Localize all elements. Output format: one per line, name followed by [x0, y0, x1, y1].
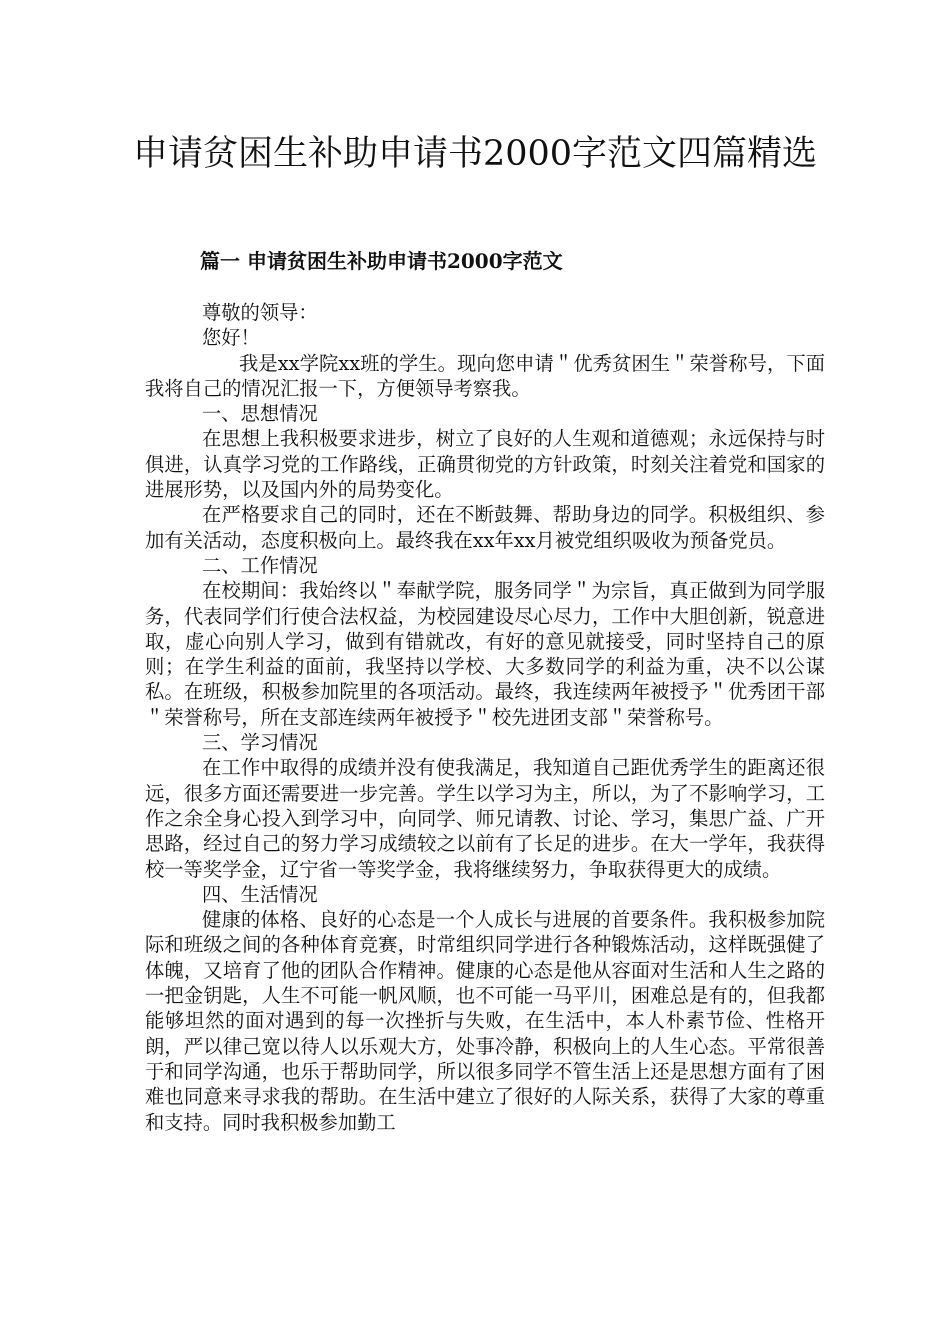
document-title: 申请贫困生补助申请书2000字范文四篇精选	[132, 134, 818, 174]
greeting: 您好！	[202, 326, 260, 350]
subsection-heading: 一、思想情况	[202, 402, 318, 426]
body-paragraph: 在校期间：我始终以＂奉献学院，服务同学＂为宗旨，真正做到为同学服务，代表同学们行使合法权益，为校园建设尽心尽力，工作中大胆创新，锐意进取，虚心向别人学习，做到有错就改，有好的意见就接受，同时坚持自己的原则；在学生利益的面前，我坚持以学校、大多数同学的利益为重，决不以公谋私。在班级，积极参加院里的各项活动。最终，我连续两年被授予＂优秀团干部＂荣誉称号，所在支部连续两年被授予＂校先进团支部＂荣誉称号。	[145, 579, 825, 729]
section-heading: 篇一 申请贫困生补助申请书2000字范文	[200, 249, 563, 273]
body-paragraph: 在严格要求自己的同时，还在不断鼓舞、帮助身边的同学。积极组织、参加有关活动，态度积极向上。最终我在xx年xx月被党组织吸收为预备党员。	[145, 503, 825, 552]
document-body	[145, 300, 825, 1135]
body-paragraph: 我是xx学院xx班的学生。现向您申请＂优秀贫困生＂荣誉称号，下面我将自己的情况汇报一下，方便领导考察我。	[145, 351, 825, 400]
subsection-heading: 四、生活情况	[202, 882, 318, 906]
body-paragraph: 在工作中取得的成绩并没有使我满足，我知道自己距优秀学生的距离还很远，很多方面还需要进一步完善。学生以学习为主，所以，为了不影响学习，工作之余全身心投入到学习中，向同学、师兄请教、讨论、学习，集思广益、广开思路，经过自己的努力学习成绩较之以前有了长足的进步。在大一学年，我获得校一等奖学金，辽宁省一等奖学金，我将继续努力，争取获得更大的成绩。	[145, 756, 825, 881]
body-paragraph: 健康的体格、良好的心态是一个人成长与进展的首要条件。我积极参加院际和班级之间的各种体育竞赛，时常组织同学进行各种锻炼活动，这样既强健了体魄，又培育了他的团队合作精神。健康的心态是他从容面对生活和人生之路的一把金钥匙，人生不可能一帆风顺，也不可能一马平川，困难总是有的，但我都能够坦然的面对遇到的每一次挫折与失败，在生活中，本人朴素节俭、性格开朗，严以律己宽以待人以乐观大方，处事冷静，积极向上的人生心态。平常很善于和同学沟通，也乐于帮助同学，所以很多同学不管生活上还是思想方面有了困难也同意来寻求我的帮助。在生活中建立了很好的人际关系，获得了大家的尊重和支持。同时我积极参加勤工	[145, 908, 825, 1134]
subsection-heading: 三、学习情况	[202, 731, 318, 755]
subsection-heading: 二、工作情况	[202, 553, 318, 577]
body-paragraph: 在思想上我积极要求进步，树立了良好的人生观和道德观；永远保持与时俱进，认真学习党的工作路线，正确贯彻党的方针政策，时刻关注着党和国家的进展形势，以及国内外的局势变化。	[145, 427, 825, 502]
salutation: 尊敬的领导：	[202, 301, 318, 324]
